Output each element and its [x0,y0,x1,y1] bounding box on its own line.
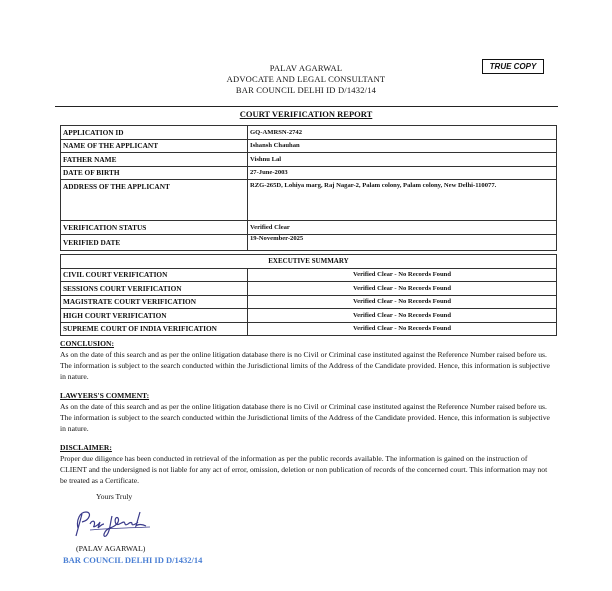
row-value: Verified Clear [248,221,557,235]
row-label: ADDRESS OF THE APPLICANT [61,180,248,221]
summary-heading-row [61,255,557,269]
signature-image [70,506,160,540]
table-row [61,139,557,153]
table-row [61,282,557,296]
summary-heading: EXECUTIVE SUMMARY [61,255,557,269]
table-row [61,153,557,167]
row-label: SUPREME COURT OF INDIA VERIFICATION [61,322,248,336]
lawyers-comment-heading: LAWYERS'S COMMENT: [60,391,150,400]
table-row [61,234,557,250]
row-value: Verified Clear - No Records Found [248,295,557,309]
row-label: MAGISTRATE COURT VERIFICATION [61,295,248,309]
row-value: RZG-265D, Lohiya marg, Raj Nagar-2, Palam colony, Palam colony, New Delhi-110077. [248,180,557,221]
conclusion-section [60,338,552,382]
row-value: Ishansh Chauhan [248,139,557,153]
true-copy-stamp: TRUE COPY [482,59,544,74]
row-value: Verified Clear - No Records Found [248,282,557,296]
row-label: SESSIONS COURT VERIFICATION [61,282,248,296]
table-row [61,221,557,235]
row-label: FATHER NAME [61,153,248,167]
disclaimer-heading: DISCLAIMER: [60,443,112,452]
table-row [61,309,557,323]
row-label: CIVIL COURT VERIFICATION [61,268,248,282]
applicant-details-table [60,125,557,251]
report-title: COURT VERIFICATION REPORT [239,109,373,119]
header-divider [55,106,558,107]
closing-text: Yours Truly [96,492,133,501]
lawyers-comment-text: As on the date of this search and as per the online litigation database there is no Civil or Criminal case instituted against the Reference Number raised before us. The information is subject to the search conducted within the Jurisdictional limits of the Address of the Candidate provided. Hence, this information is subjective in nature. [60,402,550,433]
table-row [61,295,557,309]
advocate-name: PALAV AGARWAL [269,63,343,73]
row-label: DATE OF BIRTH [61,166,248,180]
row-value: GQ-AMRSN-2742 [248,126,557,140]
table-row [61,268,557,282]
conclusion-text: As on the date of this search and as per the online litigation database there is no Civil or Criminal case instituted against the Reference Number raised before us. The information is subject to the search conducted within the Jurisdictional limits of the Address of the Candidate provided. Hence, this information is subjective in nature. [60,350,550,381]
table-row [61,322,557,336]
disclaimer-text: Proper due diligence has been conducted in retrieval of the information as per the public records available. The information is gained on the instruction of CLIENT and the undersigned is not liable for any act of error, omission, deletion or non publication of records of the concerned court. This information may not be treated as a Certificate. [60,454,548,485]
row-label: APPLICATION ID [61,126,248,140]
row-label: VERIFICATION STATUS [61,221,248,235]
row-label: VERIFIED DATE [61,234,248,250]
table-row [61,166,557,180]
lawyers-comment-section [60,390,552,434]
row-value: 19-November-2025 [248,234,557,250]
row-label: HIGH COURT VERIFICATION [61,309,248,323]
table-row [61,126,557,140]
row-value: Verified Clear - No Records Found [248,322,557,336]
row-value: Verified Clear - No Records Found [248,268,557,282]
executive-summary-table [60,254,557,336]
signatory-bar-id: BAR COUNCIL DELHI ID D/1432/14 [63,555,203,565]
advocate-designation: ADVOCATE AND LEGAL CONSULTANT [226,74,386,84]
row-label: NAME OF THE APPLICANT [61,139,248,153]
table-row [61,180,557,221]
signatory-name: (PALAV AGARWAL) [76,544,146,553]
conclusion-heading: CONCLUSION: [60,339,115,348]
row-value: Vishnu Lal [248,153,557,167]
row-value: Verified Clear - No Records Found [248,309,557,323]
header-bar-id: BAR COUNCIL DELHI ID D/1432/14 [235,85,377,95]
row-value: 27-June-2003 [248,166,557,180]
disclaimer-section [60,442,552,486]
